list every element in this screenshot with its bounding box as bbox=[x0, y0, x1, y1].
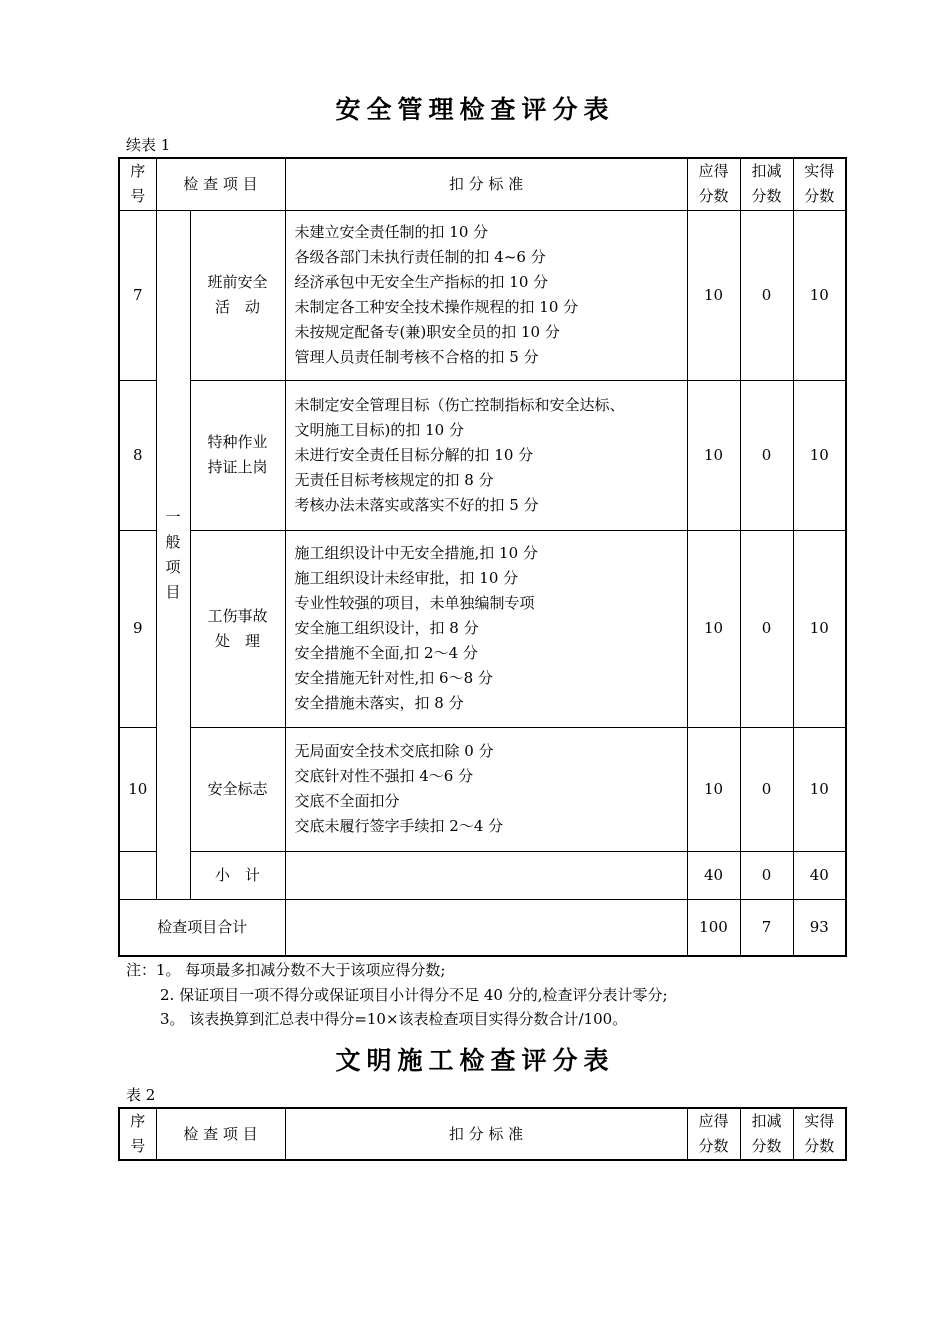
header-item: 检 查 项 目 bbox=[156, 1108, 285, 1160]
note-2: 2. 保证项目一项不得分或保证项目小计得分不足 40 分的,检查评分表计零分; bbox=[160, 985, 668, 1004]
row-criteria: 未建立安全责任制的扣 10 分 各级各部门未执行责任制的扣 4~6 分 经济承包中无安全生产指标的扣 10 分 未制定各工种安全技术操作规程的扣 10 分 未按规定配备专(兼)职安全员的扣 10 分 管理人员责任制考核不合格的扣 5 分 bbox=[285, 210, 687, 380]
total-criteria bbox=[285, 899, 687, 956]
header-actual: 实得 分数 bbox=[793, 1108, 846, 1160]
row-due: 10 bbox=[687, 380, 740, 530]
subtotal-criteria bbox=[285, 851, 687, 899]
header-row bbox=[119, 158, 846, 210]
note-1: 注：1。 每项最多扣减分数不大于该项应得分数; bbox=[126, 961, 446, 979]
header-actual: 实得 分数 bbox=[793, 158, 846, 210]
row-deduct: 0 bbox=[740, 530, 793, 727]
civilized-construction-table bbox=[118, 1107, 847, 1161]
notes bbox=[126, 958, 668, 1032]
row-no: 9 bbox=[119, 530, 156, 727]
row-deduct: 0 bbox=[740, 727, 793, 851]
header-due: 应得 分数 bbox=[687, 1108, 740, 1160]
row-item-name: 安全标志 bbox=[190, 727, 285, 851]
subtotal-deduct: 0 bbox=[740, 851, 793, 899]
subtotal-no bbox=[119, 851, 156, 899]
total-label: 检查项目合计 bbox=[119, 899, 285, 956]
table2-title: 文明施工检查评分表 bbox=[335, 1046, 615, 1075]
row-actual: 10 bbox=[793, 727, 846, 851]
table-row bbox=[119, 530, 846, 727]
row-item-name: 特种作业 持证上岗 bbox=[190, 380, 285, 530]
row-item-name: 班前安全 活 动 bbox=[190, 210, 285, 380]
row-actual: 10 bbox=[793, 530, 846, 727]
header-standard: 扣 分 标 准 bbox=[285, 1108, 687, 1160]
row-criteria: 无局面安全技术交底扣除 0 分 交底针对性不强扣 4～6 分 交底不全面扣分 交底未履行签字手续扣 2～4 分 bbox=[285, 727, 687, 851]
row-no: 8 bbox=[119, 380, 156, 530]
table-row bbox=[119, 380, 846, 530]
header-standard: 扣 分 标 准 bbox=[285, 158, 687, 210]
row-actual: 10 bbox=[793, 210, 846, 380]
total-due: 100 bbox=[687, 899, 740, 956]
row-criteria: 未制定安全管理目标（伤亡控制指标和安全达标、 文明施工目标)的扣 10 分 未进行安全责任目标分解的扣 10 分 无责任目标考核规定的扣 8 分 考核办法未落实或落实不好的扣 5 分 bbox=[285, 380, 687, 530]
row-due: 10 bbox=[687, 530, 740, 727]
total-row bbox=[119, 899, 846, 956]
total-actual: 93 bbox=[793, 899, 846, 956]
header-deduct: 扣减 分数 bbox=[740, 158, 793, 210]
subtotal-due: 40 bbox=[687, 851, 740, 899]
header-no: 序 号 bbox=[119, 158, 156, 210]
row-item-name: 工伤事故 处 理 bbox=[190, 530, 285, 727]
subtotal-row bbox=[119, 851, 846, 899]
row-due: 10 bbox=[687, 727, 740, 851]
header-due: 应得 分数 bbox=[687, 158, 740, 210]
row-no: 10 bbox=[119, 727, 156, 851]
subtotal-actual: 40 bbox=[793, 851, 846, 899]
row-deduct: 0 bbox=[740, 380, 793, 530]
table1-caption: 续表 1 bbox=[126, 136, 171, 154]
header-row bbox=[119, 1108, 846, 1160]
header-deduct: 扣减 分数 bbox=[740, 1108, 793, 1160]
note-3: 3。 该表换算到汇总表中得分=10×该表检查项目实得分数合计/100。 bbox=[160, 1010, 628, 1028]
row-no: 7 bbox=[119, 210, 156, 380]
group-label: 一 般 项 目 bbox=[156, 210, 190, 899]
header-item: 检 查 项 目 bbox=[156, 158, 285, 210]
header-no: 序 号 bbox=[119, 1108, 156, 1160]
table-row bbox=[119, 210, 846, 380]
total-deduct: 7 bbox=[740, 899, 793, 956]
table-row bbox=[119, 727, 846, 851]
table1-title: 安全管理检查评分表 bbox=[335, 95, 615, 124]
row-criteria: 施工组织设计中无安全措施,扣 10 分 施工组织设计未经审批，扣 10 分 专业性较强的项目，未单独编制专项 安全施工组织设计，扣 8 分 安全措施不全面,扣 2～4 分 安全措施无针对性,扣 6～8 分 安全措施未落实，扣 8 分 bbox=[285, 530, 687, 727]
row-due: 10 bbox=[687, 210, 740, 380]
row-deduct: 0 bbox=[740, 210, 793, 380]
safety-management-table bbox=[118, 157, 847, 957]
table2-caption: 表 2 bbox=[126, 1086, 156, 1104]
row-actual: 10 bbox=[793, 380, 846, 530]
subtotal-label: 小 计 bbox=[190, 851, 285, 899]
